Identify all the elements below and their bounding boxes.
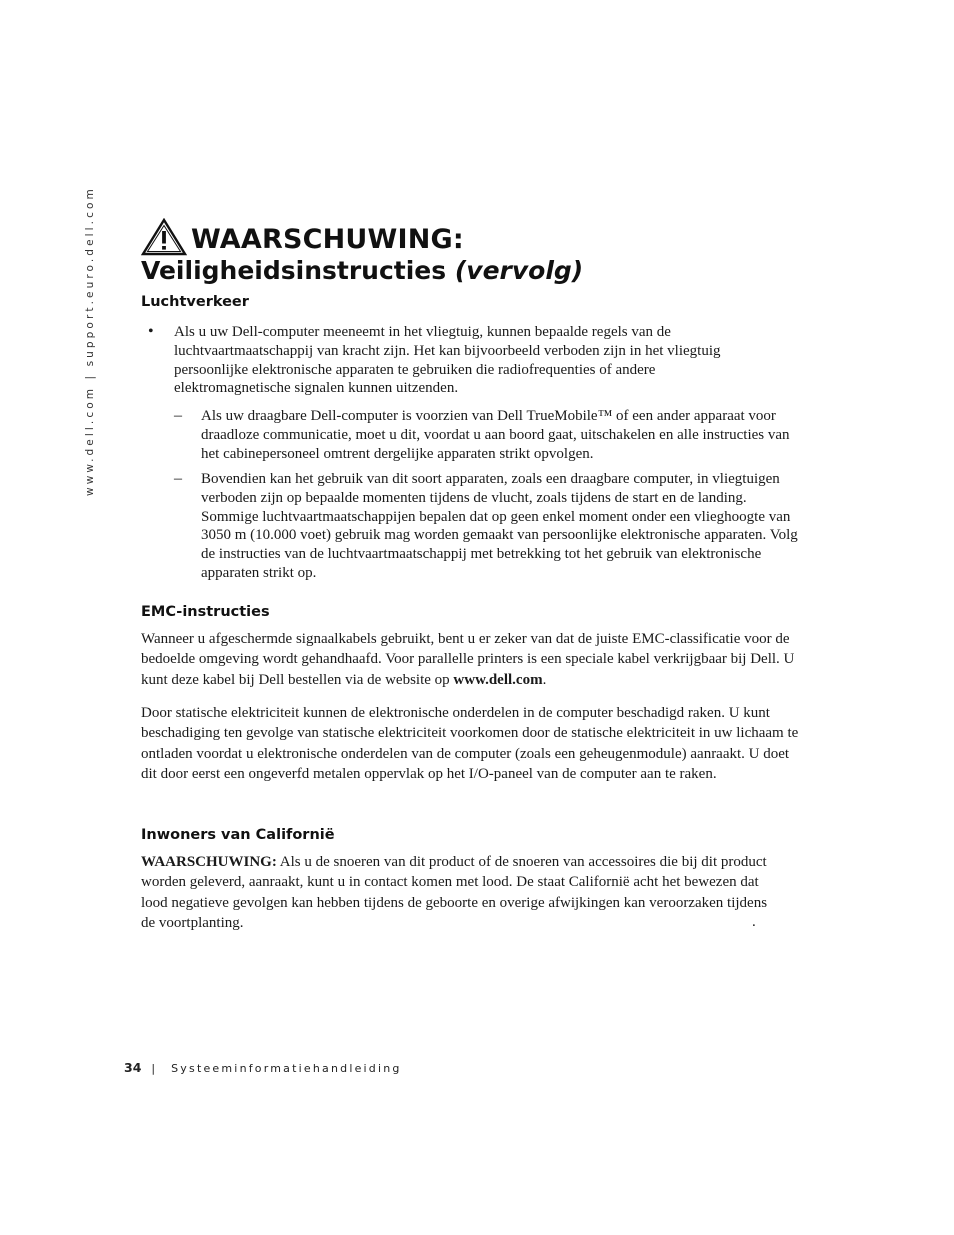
paragraph-emc-cables (141, 629, 801, 690)
footer-label: Systeeminformatiehandleiding (171, 1062, 402, 1075)
title-warning-word: WAARSCHUWING: (191, 224, 464, 255)
california-warning-label: WAARSCHUWING: (141, 854, 277, 870)
warning-triangle-icon (141, 218, 187, 256)
footer-separator: | (151, 1062, 156, 1075)
bullet-text: Als u uw Dell-computer meeneemt in het vliegtuig, kunnen bepaalde regels van de luchtvaartmaatschappij van kracht zijn. Het kan bijvoorbeeld verboden zijn in het vliegtuig persoonlijke elektronische apparaten te gebruiken die radiofrequenties of andere elektromagnetische signalen kunnen uitzenden. (174, 324, 721, 397)
title-subtitle (141, 256, 841, 286)
list-item (174, 407, 798, 463)
dash-mark: – (174, 470, 182, 487)
title-subtitle-main: Veiligheidsinstructies (141, 256, 447, 285)
dell-website-link[interactable]: www.dell.com (453, 671, 543, 688)
bullet-mark: • (148, 323, 154, 340)
emc-para1-text: Wanneer u afgeschermde signaalkabels gebruikt, bent u er zeker van dat de juiste EMC-classificatie voor de bedoelde omgeving wordt gehandhaafd. Voor parallelle printers is een speciale kabel verkrijgbaar bij Dell. U kunt deze kabel bij Dell bestellen via de website op (141, 631, 795, 688)
paragraph-california (141, 852, 771, 934)
california-text: Als u de snoeren van dit product of de snoeren van accessoires die bij dit product worden geleverd, aanraakt, kunt u in contact komen met lood. De staat Californië acht het bewezen dat lood negatieve gevolgen kan hebben tijdens de geboorte en overige afwijkingen kan veroorzaken tijdens de voortplanting. (141, 854, 768, 932)
page-footer (124, 1060, 402, 1075)
title-subtitle-italic: (vervolg) (454, 256, 584, 285)
page-title (141, 214, 841, 286)
emc-para1-end: . (542, 671, 547, 688)
stray-dot: . (752, 914, 756, 930)
heading-emc: EMC-instructies (141, 604, 270, 620)
dash-text: Als uw draagbare Dell-computer is voorzien van Dell TrueMobile™ of een ander apparaat voor draadloze communicatie, moet u dit, voordat u aan boord gaat, uitschakelen en alle instructies van het cabinepersoneel omtrent dergelijke apparaten strikt opvolgen. (201, 408, 790, 462)
page-number: 34 (124, 1060, 142, 1075)
dash-text: Bovendien kan het gebruik van dit soort apparaten, zoals een draagbare computer, in vliegtuigen verboden zijn op bepaalde momenten tijdens de vlucht, zoals tijdens de start en de landing. Sommige luchtvaartmaatschappijen bepalen dat op geen enkel moment onder een vlieghoogte van 3050 m (10.000 voet) gebruik mag worden gemaakt van persoonlijke elektronische apparaten. Volg de instructies van de luchtvaartmaatschappij met betrekking tot het gebruik van elektronische apparaten strikt op. (201, 471, 798, 581)
heading-california: Inwoners van Californië (141, 827, 335, 843)
paragraph-static-electricity: Door statische elektriciteit kunnen de elektronische onderdelen in de computer beschadigd raken. U kunt beschadiging ten gevolge van statische elektriciteit voorkomen door de statische elektriciteit in uw lichaam te ontladen voordat u elektronische onderdelen van de computer (zoals een geheugenmodule) aanraakt. U doet dit door eerst een ongeverfd metalen oppervlak op het I/O-paneel van de computer aan te raken. (141, 705, 799, 783)
dash-mark: – (174, 407, 182, 424)
heading-luchtverkeer: Luchtverkeer (141, 294, 249, 310)
list-item (174, 470, 798, 583)
sidebar-url: www.dell.com | support.euro.dell.com (84, 186, 96, 496)
list-item (148, 323, 798, 398)
